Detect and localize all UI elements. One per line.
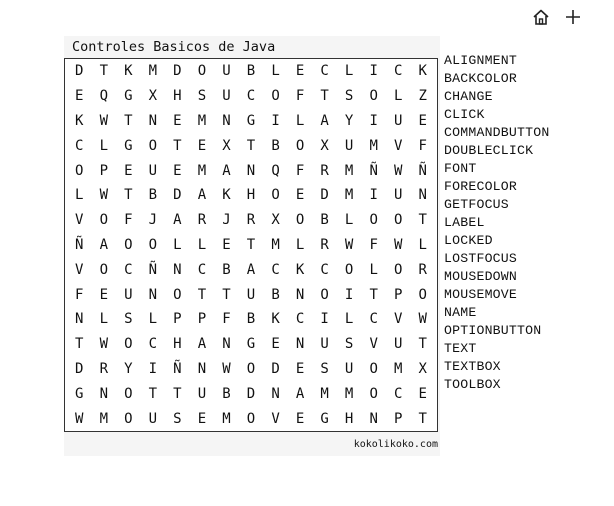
grid-cell[interactable]: B bbox=[320, 212, 329, 229]
site-credit: kokolikoko.com bbox=[353, 439, 438, 450]
word-list-item: FORECOLOR bbox=[444, 179, 518, 194]
grid-cell[interactable]: C bbox=[124, 261, 133, 278]
grid-cell[interactable]: W bbox=[222, 360, 231, 377]
grid-cell[interactable]: R bbox=[320, 162, 329, 179]
grid-cell[interactable]: E bbox=[271, 336, 280, 353]
grid-cell[interactable]: S bbox=[173, 410, 182, 427]
grid-cell[interactable]: T bbox=[124, 187, 133, 204]
grid-cell[interactable]: E bbox=[295, 187, 305, 204]
grid-cell[interactable]: U bbox=[222, 88, 231, 105]
grid-cell[interactable]: O bbox=[75, 162, 84, 179]
grid-cell[interactable]: M bbox=[148, 63, 158, 80]
grid-cell[interactable]: W bbox=[99, 336, 109, 353]
grid-cell[interactable]: X bbox=[320, 137, 329, 154]
grid-cell[interactable]: O bbox=[271, 88, 280, 105]
grid-cell[interactable]: O bbox=[369, 360, 378, 377]
grid-cell[interactable]: W bbox=[75, 410, 84, 427]
grid-cell[interactable]: U bbox=[222, 63, 231, 80]
grid-cell[interactable]: O bbox=[344, 261, 354, 278]
grid-cell[interactable]: N bbox=[295, 286, 305, 303]
grid-cell[interactable]: I bbox=[148, 360, 158, 377]
grid-cell[interactable]: N bbox=[148, 286, 158, 303]
grid-cell[interactable]: Q bbox=[271, 162, 280, 179]
grid-cell[interactable]: E bbox=[75, 88, 84, 105]
grid-cell[interactable]: O bbox=[148, 137, 158, 154]
grid-cell[interactable]: M bbox=[320, 385, 329, 402]
word-list-item: BACKCOLOR bbox=[444, 71, 518, 86]
grid-cell[interactable]: O bbox=[148, 236, 158, 253]
grid-cell[interactable]: M bbox=[99, 410, 109, 427]
grid-cell[interactable]: B bbox=[246, 311, 256, 328]
word-list-item: TEXTBOX bbox=[444, 359, 501, 374]
grid-cell[interactable]: T bbox=[246, 236, 256, 253]
grid-cell[interactable]: P bbox=[99, 162, 109, 179]
grid-cell[interactable]: I bbox=[369, 112, 378, 129]
grid-cell[interactable]: X bbox=[148, 88, 158, 105]
grid-cell[interactable]: L bbox=[99, 137, 109, 154]
grid-cell[interactable]: E bbox=[222, 236, 231, 253]
grid-cell[interactable]: U bbox=[148, 410, 158, 427]
puzzle-title: Controles Basicos de Java bbox=[72, 39, 276, 55]
word-list-item: GETFOCUS bbox=[444, 197, 509, 212]
grid-cell[interactable]: P bbox=[173, 311, 182, 328]
home-icon bbox=[532, 8, 550, 26]
grid-cell[interactable]: D bbox=[173, 63, 182, 80]
grid-cell[interactable]: F bbox=[222, 311, 231, 328]
grid-cell[interactable]: I bbox=[369, 63, 378, 80]
grid-cell[interactable]: T bbox=[124, 112, 133, 129]
grid-cell[interactable]: N bbox=[246, 162, 256, 179]
grid-cell[interactable]: I bbox=[369, 187, 378, 204]
grid-cell[interactable]: U bbox=[344, 137, 354, 154]
grid-cell[interactable]: U bbox=[393, 336, 403, 353]
grid-cell[interactable]: F bbox=[295, 88, 305, 105]
grid-cell[interactable]: K bbox=[271, 311, 280, 328]
grid-cell[interactable]: Ñ bbox=[148, 261, 158, 278]
grid-cell[interactable]: N bbox=[295, 336, 305, 353]
grid-cell[interactable]: O bbox=[271, 187, 280, 204]
grid-cell[interactable]: N bbox=[99, 385, 109, 402]
grid-cell[interactable]: Q bbox=[99, 88, 109, 105]
grid-cell[interactable]: B bbox=[271, 286, 280, 303]
grid-cell[interactable]: C bbox=[271, 261, 280, 278]
grid-cell[interactable]: L bbox=[344, 212, 354, 229]
grid-cell[interactable]: T bbox=[173, 137, 182, 154]
grid-cell[interactable]: O bbox=[369, 385, 378, 402]
grid-cell[interactable]: N bbox=[148, 112, 158, 129]
grid-cell[interactable]: X bbox=[271, 212, 280, 229]
grid-cell[interactable]: E bbox=[418, 385, 427, 402]
add-button[interactable] bbox=[562, 6, 584, 28]
grid-cell[interactable]: U bbox=[393, 187, 403, 204]
grid-cell[interactable]: I bbox=[344, 286, 354, 303]
grid-cell[interactable]: C bbox=[393, 63, 403, 80]
word-list-item: COMMANDBUTTON bbox=[444, 125, 550, 140]
grid-cell[interactable]: L bbox=[295, 236, 305, 253]
grid-cell[interactable]: D bbox=[271, 360, 280, 377]
letter-grid bbox=[64, 58, 438, 432]
grid-cell[interactable]: V bbox=[271, 410, 280, 427]
grid-cell[interactable]: D bbox=[320, 187, 329, 204]
grid-cell[interactable]: J bbox=[222, 212, 231, 229]
grid-cell[interactable]: O bbox=[99, 261, 109, 278]
grid-cell[interactable]: N bbox=[197, 360, 207, 377]
grid-cell[interactable]: H bbox=[246, 187, 256, 204]
grid-cell[interactable]: E bbox=[99, 286, 109, 303]
grid-cell[interactable]: C bbox=[320, 63, 329, 80]
grid-cell[interactable]: O bbox=[393, 261, 403, 278]
grid-cell[interactable]: R bbox=[99, 360, 109, 377]
grid-cell[interactable]: F bbox=[124, 212, 133, 229]
grid-cell[interactable]: N bbox=[222, 336, 231, 353]
word-list bbox=[444, 52, 549, 394]
grid-cell[interactable]: T bbox=[173, 385, 182, 402]
grid-cell[interactable]: O bbox=[369, 212, 378, 229]
grid-cell[interactable]: A bbox=[197, 336, 207, 353]
grid-cell[interactable]: T bbox=[418, 212, 427, 229]
grid-cell[interactable]: O bbox=[418, 286, 427, 303]
grid-cell[interactable]: V bbox=[75, 212, 84, 229]
grid-cell[interactable]: O bbox=[246, 360, 256, 377]
grid-cell[interactable]: B bbox=[271, 137, 280, 154]
grid-cell[interactable]: K bbox=[75, 112, 84, 129]
grid-cell[interactable]: C bbox=[295, 311, 305, 328]
grid-cell[interactable]: V bbox=[393, 137, 403, 154]
grid-cell[interactable]: V bbox=[75, 261, 84, 278]
grid-cell[interactable]: L bbox=[197, 236, 207, 253]
word-list-item: DOUBLECLICK bbox=[444, 143, 534, 158]
grid-cell[interactable]: Ñ bbox=[369, 162, 378, 179]
grid-cell[interactable]: O bbox=[124, 236, 133, 253]
grid-cell[interactable]: Ñ bbox=[418, 162, 427, 179]
grid-cell[interactable]: Ñ bbox=[173, 360, 182, 377]
grid-cell[interactable]: W bbox=[99, 112, 109, 129]
grid-cell[interactable]: W bbox=[344, 236, 354, 253]
grid-cell[interactable]: P bbox=[197, 311, 207, 328]
grid-cell[interactable]: T bbox=[246, 137, 256, 154]
word-list-item: LOSTFOCUS bbox=[444, 251, 518, 266]
grid-cell[interactable]: A bbox=[99, 236, 109, 253]
word-list-item: ALIGNMENT bbox=[444, 53, 518, 68]
grid-cell[interactable]: T bbox=[75, 336, 84, 353]
grid-cell[interactable]: W bbox=[393, 162, 403, 179]
grid-cell[interactable]: K bbox=[295, 261, 305, 278]
grid-cell[interactable]: A bbox=[295, 385, 305, 402]
word-list-item: MOUSEDOWN bbox=[444, 269, 518, 284]
grid-cell[interactable]: O bbox=[320, 286, 329, 303]
grid-cell[interactable]: C bbox=[197, 261, 207, 278]
grid-cell[interactable]: S bbox=[197, 88, 207, 105]
grid-cell[interactable]: K bbox=[418, 63, 427, 80]
grid-cell[interactable]: Y bbox=[344, 112, 354, 129]
grid-cell[interactable]: L bbox=[99, 311, 109, 328]
grid-cell[interactable]: R bbox=[418, 261, 427, 278]
grid-cell[interactable]: U bbox=[148, 162, 158, 179]
grid-cell[interactable]: S bbox=[320, 360, 329, 377]
grid-cell[interactable]: B bbox=[222, 385, 231, 402]
grid-cell[interactable]: Y bbox=[124, 360, 133, 377]
word-list-item: TOOLBOX bbox=[444, 377, 501, 392]
word-list-item: NAME bbox=[444, 305, 477, 320]
grid-cell[interactable]: G bbox=[320, 410, 329, 427]
grid-cell[interactable]: S bbox=[124, 311, 133, 328]
grid-cell[interactable]: E bbox=[173, 162, 182, 179]
grid-cell[interactable]: A bbox=[320, 112, 329, 129]
grid-cell[interactable]: N bbox=[271, 385, 280, 402]
grid-cell[interactable]: G bbox=[124, 137, 133, 154]
grid-cell[interactable]: E bbox=[295, 410, 305, 427]
home-button[interactable] bbox=[530, 6, 552, 28]
grid-cell[interactable]: U bbox=[246, 286, 256, 303]
grid-cell[interactable]: N bbox=[75, 311, 84, 328]
grid-cell[interactable]: Ñ bbox=[75, 236, 84, 253]
grid-cell[interactable]: P bbox=[393, 286, 403, 303]
grid-cell[interactable]: D bbox=[246, 385, 256, 402]
grid-cell[interactable]: T bbox=[320, 88, 329, 105]
word-list-item: LOCKED bbox=[444, 233, 493, 248]
grid-cell[interactable]: R bbox=[246, 212, 256, 229]
grid-cell[interactable]: H bbox=[173, 88, 182, 105]
grid-cell[interactable]: U bbox=[124, 286, 133, 303]
grid-cell[interactable]: R bbox=[197, 212, 207, 229]
word-list-item: CHANGE bbox=[444, 89, 493, 104]
word-list-item: MOUSEMOVE bbox=[444, 287, 518, 302]
grid-cell[interactable]: C bbox=[320, 261, 329, 278]
grid-cell[interactable]: L bbox=[295, 112, 305, 129]
grid-cell[interactable]: L bbox=[344, 63, 354, 80]
grid-cell[interactable]: G bbox=[246, 112, 256, 129]
grid-cell[interactable]: G bbox=[246, 336, 256, 353]
grid-cell[interactable]: F bbox=[295, 162, 305, 179]
grid-cell[interactable]: U bbox=[344, 360, 354, 377]
grid-cell[interactable]: M bbox=[393, 360, 403, 377]
grid-cell[interactable]: H bbox=[344, 410, 354, 427]
grid-cell[interactable]: T bbox=[418, 410, 427, 427]
grid-cell[interactable]: O bbox=[124, 410, 133, 427]
grid-cell[interactable]: L bbox=[393, 88, 403, 105]
grid-cell[interactable]: U bbox=[393, 112, 403, 129]
grid-cell[interactable]: D bbox=[75, 360, 84, 377]
word-list-item: LABEL bbox=[444, 215, 485, 230]
grid-cell[interactable]: M bbox=[271, 236, 280, 253]
grid-cell[interactable]: C bbox=[246, 88, 256, 105]
grid-cell[interactable]: I bbox=[320, 311, 329, 328]
grid-cell[interactable]: U bbox=[197, 385, 207, 402]
grid-cell[interactable]: A bbox=[173, 212, 182, 229]
grid-cell[interactable]: L bbox=[75, 187, 84, 204]
grid-cell[interactable]: C bbox=[393, 385, 403, 402]
grid-cell[interactable]: M bbox=[369, 137, 378, 154]
grid-cell[interactable]: N bbox=[173, 261, 182, 278]
grid-cell[interactable]: V bbox=[393, 311, 403, 328]
grid-cell[interactable]: Z bbox=[418, 88, 427, 105]
grid-cell[interactable]: D bbox=[173, 187, 182, 204]
grid-cell[interactable]: U bbox=[320, 336, 329, 353]
grid-cell[interactable]: B bbox=[222, 261, 231, 278]
grid-cell[interactable]: P bbox=[393, 410, 403, 427]
top-toolbar bbox=[530, 6, 584, 28]
grid-cell[interactable]: K bbox=[222, 187, 231, 204]
grid-cell[interactable]: B bbox=[148, 187, 158, 204]
grid-cell[interactable]: S bbox=[344, 336, 354, 353]
grid-cell[interactable]: A bbox=[246, 261, 256, 278]
grid-cell[interactable]: F bbox=[418, 137, 427, 154]
grid-cell[interactable]: O bbox=[295, 212, 305, 229]
grid-cell[interactable]: E bbox=[173, 112, 182, 129]
grid-cell[interactable]: E bbox=[197, 137, 207, 154]
grid-cell[interactable]: T bbox=[148, 385, 158, 402]
grid-cell[interactable]: M bbox=[222, 410, 231, 427]
grid-cell[interactable]: O bbox=[369, 88, 378, 105]
grid-cell[interactable]: D bbox=[75, 63, 84, 80]
puzzle-panel bbox=[64, 36, 440, 456]
grid-cell[interactable]: L bbox=[271, 63, 280, 80]
grid-cell[interactable]: M bbox=[344, 385, 354, 402]
grid-cell[interactable]: K bbox=[124, 63, 133, 80]
grid-cell[interactable]: N bbox=[222, 112, 231, 129]
grid-cell[interactable]: W bbox=[418, 311, 427, 328]
grid-cell[interactable]: W bbox=[393, 236, 403, 253]
grid-cell[interactable]: C bbox=[369, 311, 378, 328]
grid-cell[interactable]: B bbox=[246, 63, 256, 80]
grid-cell[interactable]: T bbox=[99, 63, 109, 80]
grid-cell[interactable]: X bbox=[418, 360, 427, 377]
grid-cell[interactable]: O bbox=[197, 63, 207, 80]
grid-cell[interactable]: F bbox=[75, 286, 84, 303]
grid-cell[interactable]: O bbox=[124, 385, 133, 402]
word-list-item: OPTIONBUTTON bbox=[444, 323, 542, 338]
grid-cell[interactable]: T bbox=[222, 286, 231, 303]
grid-cell[interactable]: G bbox=[75, 385, 84, 402]
grid-cell[interactable]: O bbox=[99, 212, 109, 229]
grid-cell[interactable]: W bbox=[99, 187, 109, 204]
grid-cell[interactable]: M bbox=[344, 187, 354, 204]
grid-cell[interactable]: L bbox=[148, 311, 158, 328]
grid-cell[interactable]: V bbox=[369, 336, 378, 353]
grid-cell[interactable]: C bbox=[75, 137, 84, 154]
grid-cell[interactable]: S bbox=[344, 88, 354, 105]
word-list-item: TEXT bbox=[444, 341, 477, 356]
grid-cell[interactable]: O bbox=[124, 336, 133, 353]
grid-cell[interactable]: M bbox=[344, 162, 354, 179]
grid-cell[interactable]: M bbox=[197, 162, 207, 179]
grid-cell[interactable]: R bbox=[320, 236, 329, 253]
grid-cell[interactable]: L bbox=[418, 236, 427, 253]
grid-cell[interactable]: E bbox=[418, 112, 427, 129]
grid-cell[interactable]: L bbox=[369, 261, 378, 278]
grid-cell[interactable]: T bbox=[197, 286, 207, 303]
grid-cell[interactable]: G bbox=[124, 88, 133, 105]
grid-cell[interactable]: E bbox=[295, 63, 305, 80]
grid-cell[interactable]: O bbox=[295, 137, 305, 154]
grid-cell[interactable]: C bbox=[148, 336, 158, 353]
grid-cell[interactable]: E bbox=[124, 162, 133, 179]
grid-cell[interactable]: A bbox=[222, 162, 231, 179]
grid-cell[interactable]: O bbox=[246, 410, 256, 427]
grid-cell[interactable]: T bbox=[369, 286, 378, 303]
grid-cell[interactable]: N bbox=[418, 187, 427, 204]
word-list-item: FONT bbox=[444, 161, 477, 176]
grid-cell[interactable]: L bbox=[173, 236, 182, 253]
grid-cell[interactable]: L bbox=[344, 311, 354, 328]
grid-cell[interactable]: H bbox=[173, 336, 182, 353]
grid-cell[interactable]: N bbox=[369, 410, 378, 427]
grid-cell[interactable]: M bbox=[197, 112, 207, 129]
grid-cell[interactable]: J bbox=[148, 212, 158, 229]
grid-cell[interactable]: X bbox=[222, 137, 231, 154]
grid-cell[interactable]: F bbox=[369, 236, 378, 253]
grid-cell[interactable]: I bbox=[271, 112, 280, 129]
grid-cell[interactable]: T bbox=[418, 336, 427, 353]
plus-icon bbox=[564, 8, 582, 26]
grid-cell[interactable]: O bbox=[393, 212, 403, 229]
grid-cell[interactable]: A bbox=[197, 187, 207, 204]
grid-cell[interactable]: O bbox=[173, 286, 182, 303]
grid-cell[interactable]: E bbox=[197, 410, 207, 427]
grid-cell[interactable]: E bbox=[295, 360, 305, 377]
word-list-item: CLICK bbox=[444, 107, 485, 122]
